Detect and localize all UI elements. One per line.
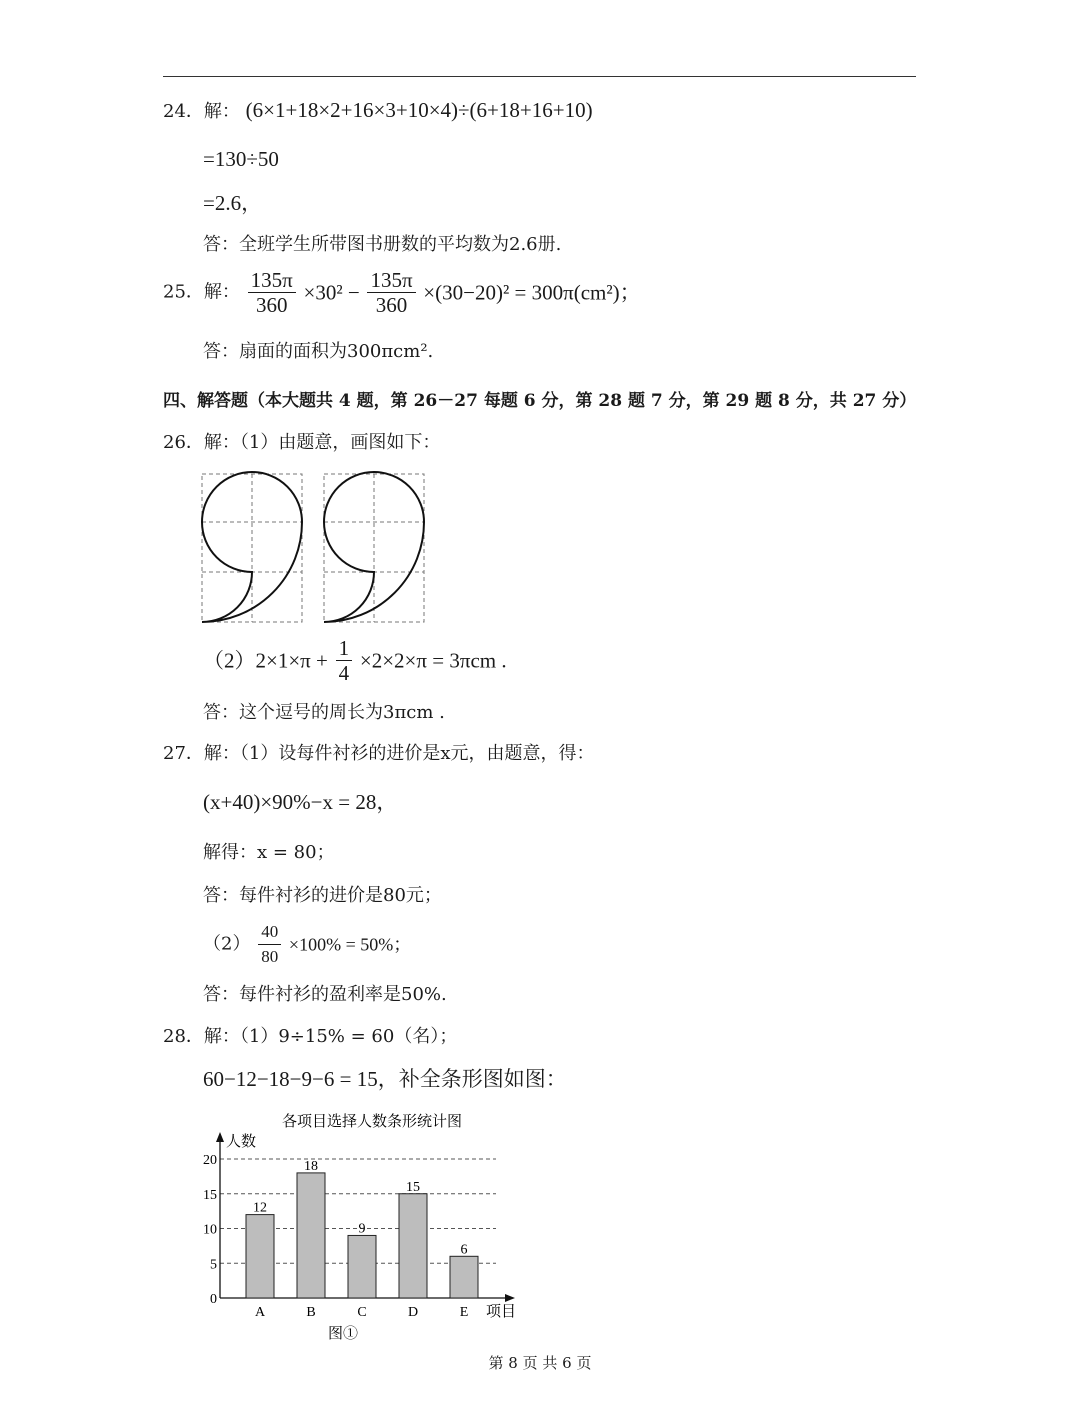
q25-fraction-2 bbox=[367, 268, 415, 317]
bar-chart bbox=[190, 1105, 530, 1347]
comma-figure-1 bbox=[202, 472, 302, 622]
q25-frac1-denominator: 360 bbox=[255, 293, 288, 317]
y-axis-label: 人数 bbox=[226, 1134, 257, 1150]
q25-label: 25．解： bbox=[163, 281, 240, 303]
q27-answer1: 答：每件衬衫的进价是80元； bbox=[203, 885, 442, 906]
bar-value-label: 15 bbox=[406, 1179, 420, 1195]
x-axis-arrow-icon bbox=[505, 1294, 515, 1302]
q27-label: 27．解：（1）设每件衬衫的进价是x元，由题意，得： bbox=[163, 743, 595, 764]
y-tick-label: 5 bbox=[210, 1257, 217, 1273]
q27-frac-denominator: 80 bbox=[261, 947, 279, 966]
q27-part2-post: ×100% = 50%； bbox=[288, 934, 412, 955]
q26-fraction bbox=[336, 636, 353, 685]
bar-value-label: 9 bbox=[358, 1221, 366, 1237]
q25-frac2-denominator: 360 bbox=[375, 293, 408, 317]
bar-E bbox=[450, 1256, 478, 1298]
section-4-title: 四、解答题（本大题共 4 题，第 26－27 每题 6 分，第 28 题 7 分，第 29 题 8 分，共 27 分） bbox=[163, 391, 917, 411]
x-tick-label: C bbox=[357, 1305, 367, 1320]
q27-part2-pre: （2） bbox=[203, 933, 251, 955]
bar-value-label: 12 bbox=[253, 1200, 267, 1216]
q26-frac-denominator: 4 bbox=[338, 661, 350, 685]
q25-fraction-1 bbox=[248, 268, 296, 317]
q24-step1: =130÷50 bbox=[203, 147, 279, 171]
y-axis-arrow-icon bbox=[216, 1132, 224, 1142]
x-tick-label: E bbox=[459, 1305, 469, 1320]
bar-value-label: 6 bbox=[460, 1242, 468, 1258]
chart-caption: 图① bbox=[327, 1326, 359, 1342]
x-tick-label: B bbox=[306, 1305, 316, 1320]
q26-part2-post: ×2×2×π = 3πcm . bbox=[359, 648, 507, 673]
q26-answer: 答：这个逗号的周长为3πcm . bbox=[203, 702, 445, 723]
q24-block bbox=[163, 98, 593, 124]
bar-D bbox=[399, 1194, 427, 1298]
comma-figure-2 bbox=[324, 472, 424, 622]
q25-middle-2: ×(30−20)² = 300π(cm²)； bbox=[423, 280, 641, 305]
q28-step: 60−12−18−9−6 = 15，补全条形图如图： bbox=[203, 1067, 567, 1091]
q25-frac2-numerator: 135π bbox=[367, 268, 415, 293]
x-tick-label: D bbox=[407, 1305, 419, 1320]
q27-solve: 解得：x = 80； bbox=[203, 842, 335, 863]
chart-title: 各项目选择人数条形统计图 bbox=[281, 1114, 463, 1130]
bar-A bbox=[246, 1215, 274, 1298]
q28-label: 28．解：（1）9÷15% = 60（名）； bbox=[163, 1026, 458, 1047]
q27-answer2: 答：每件衬衫的盈利率是50%. bbox=[203, 984, 447, 1005]
q26-frac-numerator: 1 bbox=[336, 636, 353, 661]
q24-answer: 答：全班学生所带图书册数的平均数为2.6册. bbox=[203, 234, 562, 255]
q25-answer: 答：扇面的面积为300πcm². bbox=[203, 341, 434, 362]
y-tick-label: 20 bbox=[203, 1153, 217, 1168]
y-tick-label: 0 bbox=[210, 1292, 217, 1307]
q24-expression: (6×1+18×2+16×3+10×4)÷(6+18+16+10) bbox=[245, 98, 593, 122]
q27-fraction bbox=[258, 920, 281, 969]
q25-frac1-numerator: 135π bbox=[248, 268, 296, 293]
bar-B bbox=[297, 1173, 325, 1298]
top-rule bbox=[163, 76, 916, 77]
q25-block bbox=[163, 268, 641, 317]
q27-part2 bbox=[203, 920, 411, 969]
q26-label: 26．解：（1）由题意，画图如下： bbox=[163, 432, 441, 453]
q27-equation: (x+40)×90%−x = 28， bbox=[203, 790, 398, 814]
q24-step2: =2.6， bbox=[203, 191, 263, 215]
comma-figures bbox=[200, 470, 430, 624]
y-tick-label: 15 bbox=[203, 1187, 217, 1203]
q26-part2 bbox=[203, 636, 507, 685]
bars bbox=[246, 1159, 478, 1320]
q27-frac-numerator: 40 bbox=[258, 920, 281, 945]
q24-label: 24．解： bbox=[163, 101, 240, 122]
y-tick-labels bbox=[203, 1153, 217, 1307]
q26-part2-pre: （2）2×1×π + bbox=[203, 648, 328, 673]
x-tick-label: A bbox=[254, 1305, 266, 1320]
page-footer: 第 8 页 共 6 页 bbox=[488, 1354, 592, 1372]
x-axis-label: 项目 bbox=[486, 1304, 517, 1320]
bar-C bbox=[348, 1235, 376, 1298]
bar-value-label: 18 bbox=[304, 1158, 318, 1174]
q25-middle-1: ×30² − bbox=[303, 280, 360, 305]
y-tick-label: 10 bbox=[203, 1222, 217, 1238]
